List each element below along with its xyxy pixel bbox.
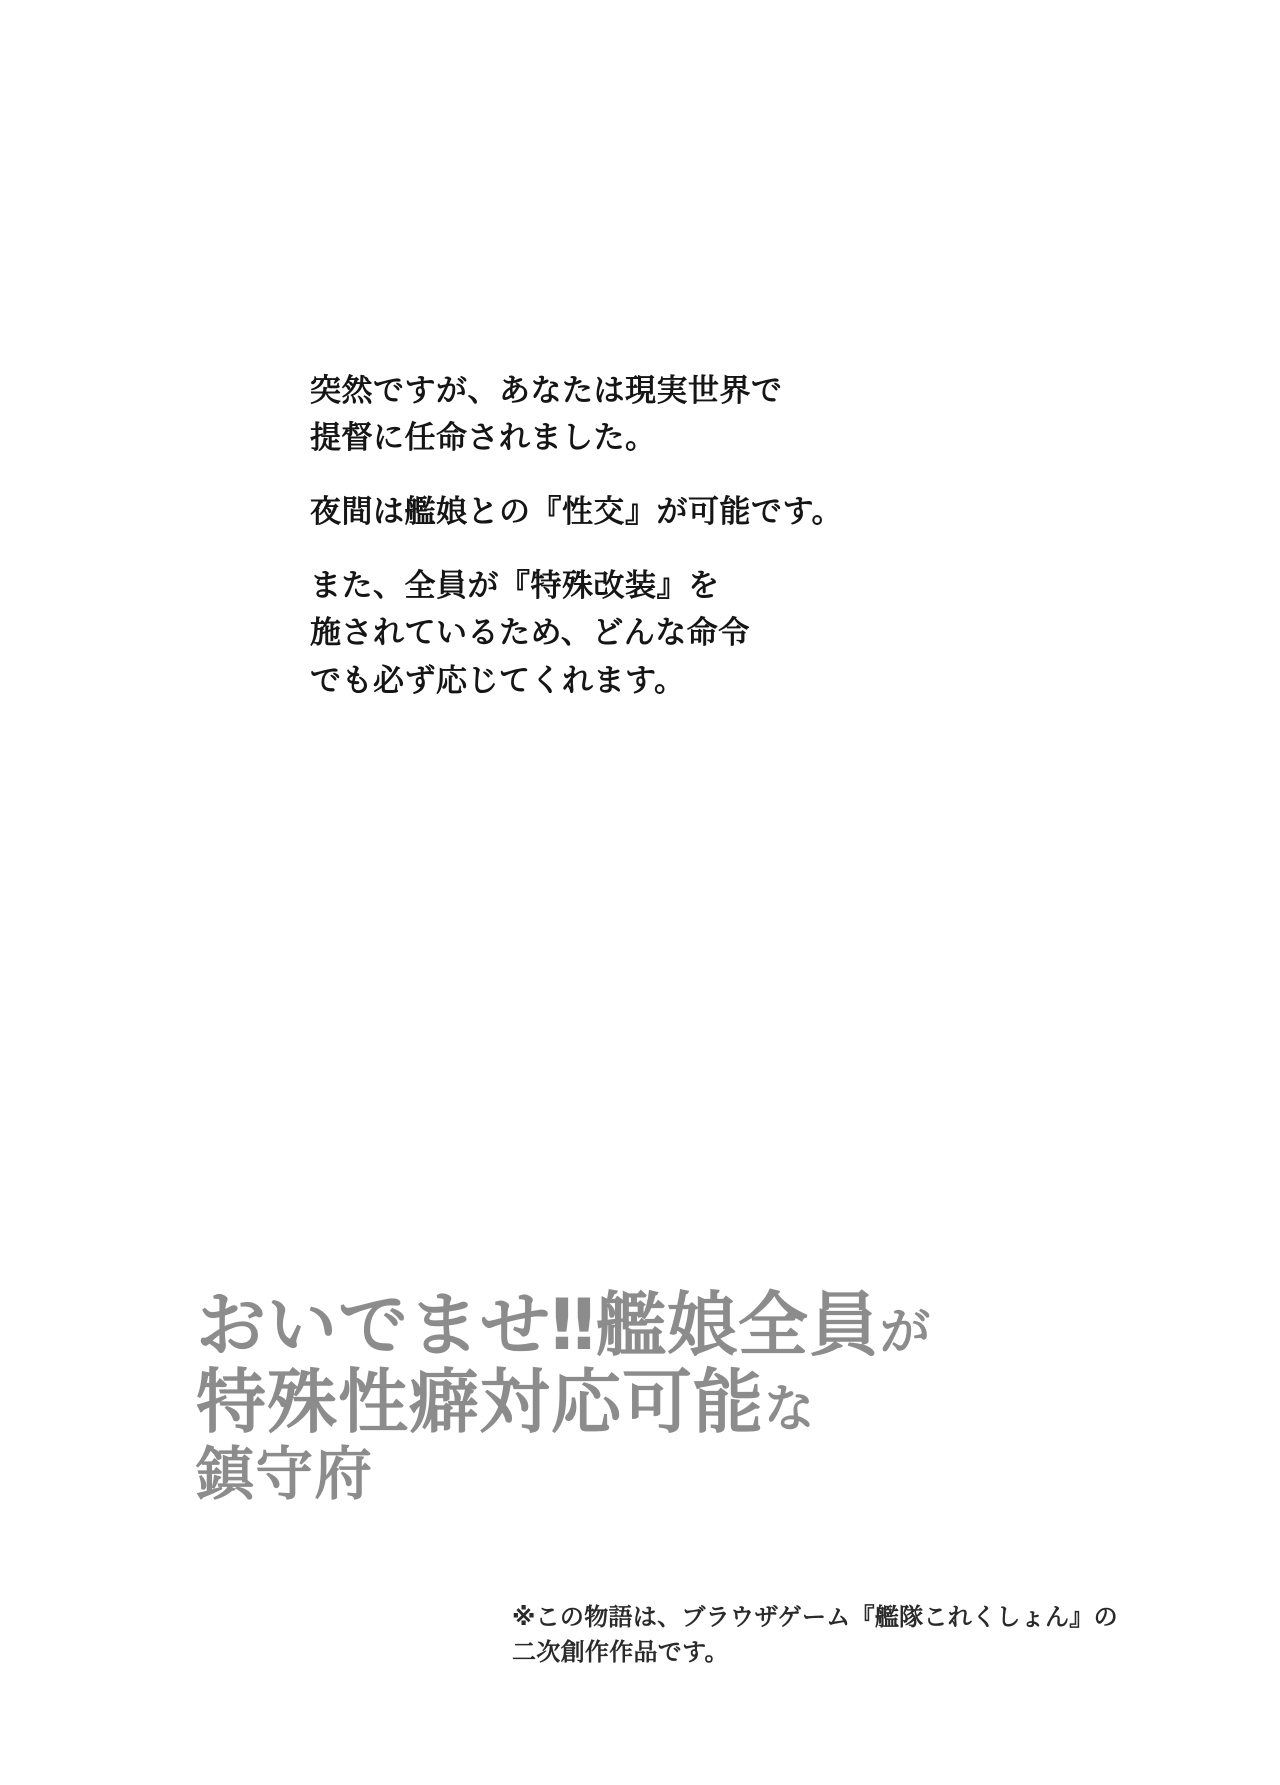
title-line-1-main: おいでませ‼艦娘全員: [196, 1284, 880, 1366]
intro-paragraph-1: [310, 368, 1030, 462]
title-line-1-suffix: が: [879, 1302, 932, 1361]
intro-paragraph-3-line-2: 施されているため、どんな命令: [310, 615, 750, 652]
intro-paragraph-2-line-1: 夜間は艦娘との『性交』が可能です。: [310, 494, 844, 531]
intro-paragraph-3-line-3: でも必ず応じてくれます。: [310, 662, 686, 699]
intro-paragraph-3: [310, 563, 1030, 704]
intro-text-block: [310, 368, 1030, 705]
page-title: [196, 1284, 1196, 1508]
intro-paragraph-1-line-1: 突然ですが、あなたは現実世界で: [310, 373, 783, 409]
title-line-2: [196, 1361, 1196, 1444]
title-line-1: [196, 1284, 1196, 1366]
intro-paragraph-2: [310, 489, 1030, 536]
footnote-disclaimer: [512, 1600, 1132, 1670]
footnote-line-2: 二次創作作品です。: [512, 1637, 729, 1666]
footnote-line-1: ※この物語は、ブラウザゲーム『艦隊これくしょん』の: [512, 1603, 1118, 1631]
intro-paragraph-3-line-1: また、全員が『特殊改装』を: [310, 568, 720, 605]
title-line-3: 鎮守府: [196, 1439, 374, 1508]
title-line-2-suffix: な: [764, 1379, 816, 1439]
intro-paragraph-1-line-2: 提督に任命されました。: [310, 420, 657, 457]
title-line-2-main: 特殊性癖対応可能: [196, 1361, 764, 1444]
